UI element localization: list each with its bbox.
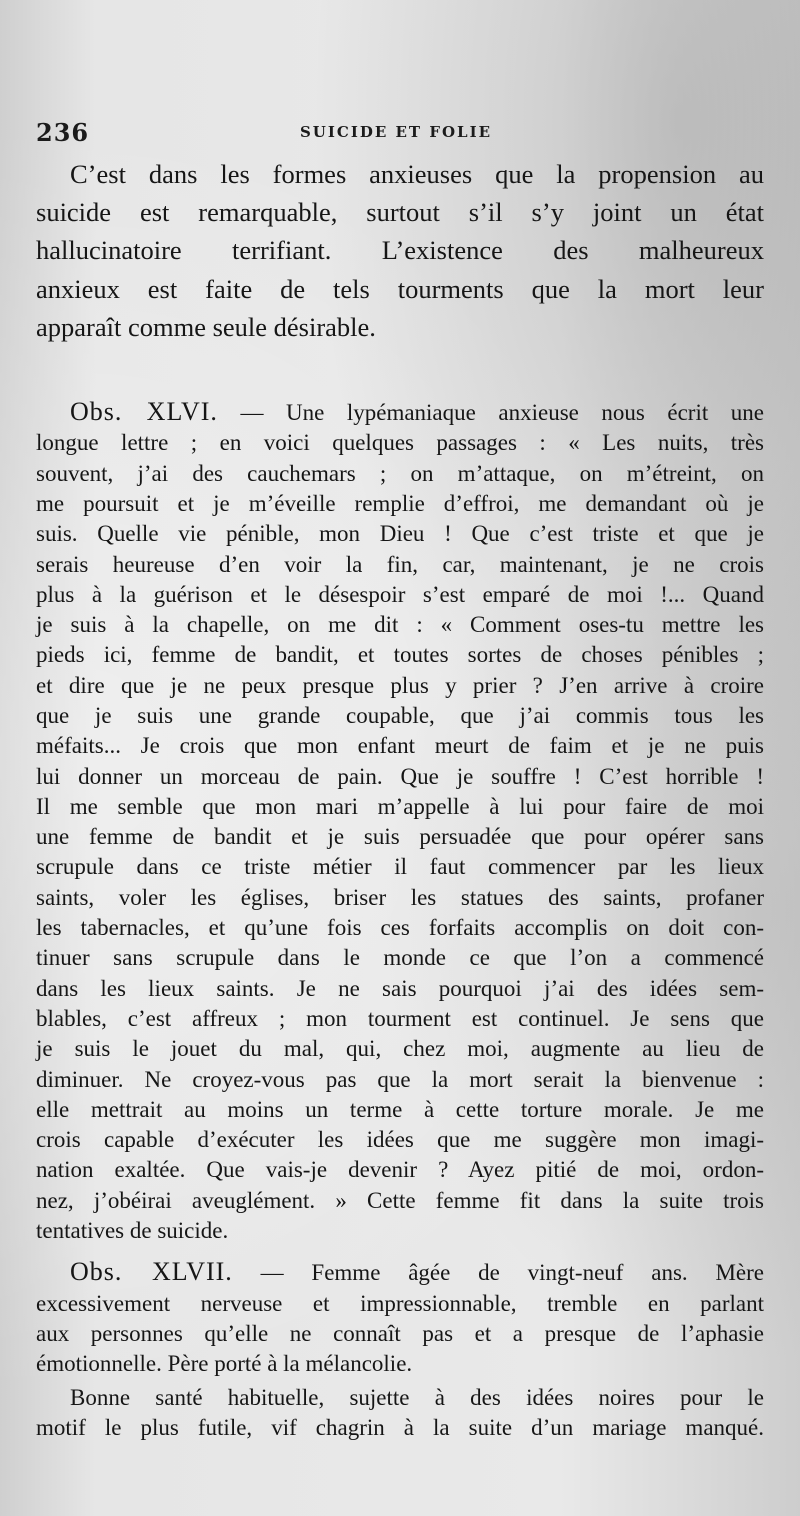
text-line [36, 397, 764, 428]
text-line: longue lettre ; en voici quelques passages : « Les nuits, très [36, 430, 764, 456]
text-line: nation exaltée. Que vais-je devenir ? Ayez pitié de moi, ordon- [36, 1157, 764, 1183]
observation-47 [36, 1257, 764, 1379]
text-line: une femme de bandit et je suis persuadée que pour opérer sans [36, 824, 764, 850]
observation-text: — Femme âgée de vingt-neuf ans. Mère [232, 1260, 764, 1286]
text-line: Bonne santé habituelle, sujette à des idées noires pour le [70, 1384, 764, 1410]
page-number: 236 [36, 118, 90, 147]
observation-label: Obs. XLVI. [70, 397, 218, 427]
text-line: scrupule dans ce triste métier il faut commencer par les lieux [36, 854, 764, 880]
text-line: tentatives de suicide. [36, 1218, 229, 1244]
text-line: hallucinatoire terrifiant. L’existence des malheureux [36, 235, 764, 266]
text-line: que je suis une grande coupable, que j’ai commis tous les [36, 702, 764, 728]
text-line: elle mettrait au moins un terme à cette torture morale. Je me [36, 1096, 764, 1122]
text-line: je suis à la chapelle, on me dit : « Comment oses-tu mettre les [36, 612, 764, 638]
page-header [36, 118, 756, 148]
text-line: apparaît comme seule désirable. [36, 311, 376, 342]
text-line: Il me semble que mon mari m’appelle à lui pour faire de moi [36, 793, 764, 819]
text-line: dans les lieux saints. Je ne sais pourquoi j’ai des idées sem- [36, 975, 764, 1001]
observation-label: Obs. XLVII. [70, 1257, 233, 1287]
text-line: souvent, j’ai des cauchemars ; on m’attaque, on m’étreint, on [36, 460, 764, 486]
running-head: SUICIDE ET FOLIE [299, 123, 493, 141]
final-paragraph [36, 1383, 764, 1444]
text-line: excessivement nerveuse et impressionnable, tremble en parlant [36, 1290, 764, 1316]
text-line: motif le plus futile, vif chagrin à la suite d’un mariage manqué. [36, 1414, 764, 1440]
text-line: aux personnes qu’elle ne connaît pas et a presque de l’aphasie [36, 1320, 764, 1346]
text-line: méfaits... Je crois que mon enfant meurt de faim et je ne puis [36, 733, 764, 759]
text-line: anxieux est faite de tels tourments que la mort leur [36, 273, 764, 304]
text-line [36, 1257, 764, 1288]
text-line: les tabernacles, et qu’une fois ces forfaits accomplis on doit con- [36, 915, 764, 941]
text-line: lui donner un morceau de pain. Que je souffre ! C’est horrible ! [36, 763, 764, 789]
text-line: plus à la guérison et le désespoir s’est emparé de moi !... Quand [36, 581, 764, 607]
text-line: crois capable d’exécuter les idées que me suggère mon imagi- [36, 1127, 764, 1153]
intro-paragraph [36, 155, 764, 346]
text-line: diminuer. Ne croyez-vous pas que la mort serait la bienvenue : [36, 1066, 764, 1092]
observation-text: — Une lypémaniaque anxieuse nous écrit une [217, 400, 764, 426]
text-line: suicide est remarquable, surtout s’il s’y joint un état [36, 197, 764, 228]
text-line: serais heureuse d’en voir la fin, car, maintenant, je ne crois [36, 551, 764, 577]
text-line: nez, j’obéirai aveuglément. » Cette femme fit dans la suite trois [36, 1187, 764, 1213]
body-text [36, 155, 764, 1443]
text-line: saints, voler les églises, briser les statues des saints, profaner [36, 884, 764, 910]
observation-46 [36, 397, 764, 1246]
text-line: blables, c’est affreux ; mon tourment est continuel. Je sens que [36, 1005, 764, 1031]
text-line: et dire que je ne peux presque plus y prier ? J’en arrive à croire [36, 672, 764, 698]
text-line: me poursuit et je m’éveille remplie d’effroi, me demandant où je [36, 490, 764, 516]
text-line: je suis le jouet du mal, qui, chez moi, augmente au lieu de [36, 1036, 764, 1062]
text-line: pieds ici, femme de bandit, et toutes sortes de choses pénibles ; [36, 642, 764, 668]
text-line: suis. Quelle vie pénible, mon Dieu ! Que c’est triste et que je [36, 521, 764, 547]
text-line: émotionnelle. Père porté à la mélancolie. [36, 1351, 413, 1377]
text-line: tinuer sans scrupule dans le monde ce que l’on a commencé [36, 945, 764, 971]
text-line: C’est dans les formes anxieuses que la propension au [70, 159, 764, 189]
